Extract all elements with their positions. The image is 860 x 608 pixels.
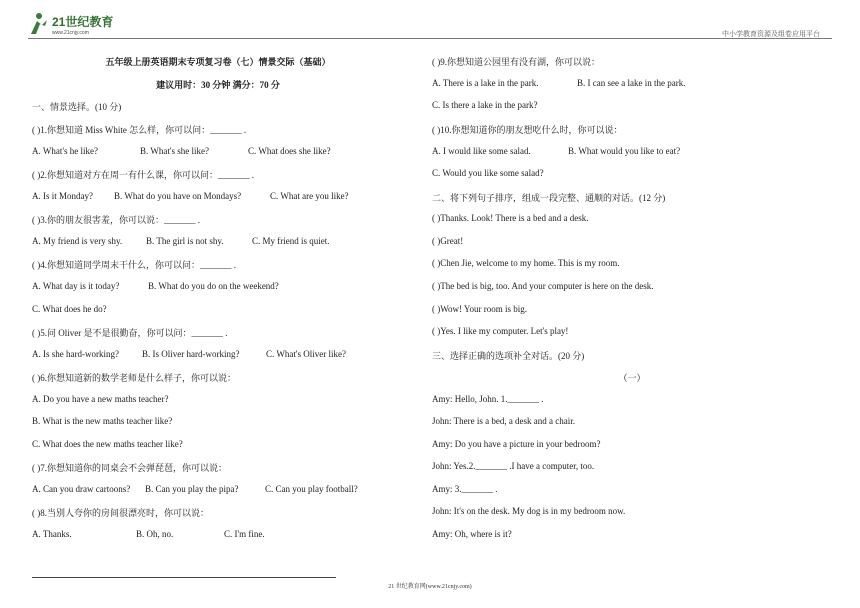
option: A. Is she hard-working? bbox=[32, 349, 119, 359]
option: B. What do you do on the weekend? bbox=[148, 281, 279, 291]
option: A. There is a lake in the park. bbox=[432, 78, 539, 88]
question-6-option-c: C. What does the new maths teacher like? bbox=[32, 439, 183, 449]
dialog-line: Amy: Hello, John. 1._______ . bbox=[432, 394, 544, 404]
question-1: ( )1.你想知道 Miss White 怎么样，你可以问：_______ . bbox=[32, 125, 247, 135]
question-10: ( )10.你想知道你的朋友想吃什么时，你可以说： bbox=[432, 125, 623, 135]
option: A. Is it Monday? bbox=[32, 191, 93, 201]
dialog-line: John: It's on the desk. My dog is in my bedroom now. bbox=[432, 506, 626, 516]
question-2-options bbox=[32, 191, 349, 201]
question-3: ( )3.你的朋友很害羞，你可以说：_______ . bbox=[32, 215, 200, 225]
footer-text: 21 世纪教育网(www.21cnjy.com) bbox=[388, 584, 472, 590]
dialog-line: John: Yes.2._______ .I have a computer, too. bbox=[432, 461, 595, 471]
option: C. What are you like? bbox=[270, 191, 349, 201]
option: B. Oh, no. bbox=[136, 529, 174, 539]
ordering-item: ( )Wow! Your room is big. bbox=[432, 304, 528, 314]
footer-divider bbox=[32, 577, 336, 578]
option: B. What do you have on Mondays? bbox=[114, 191, 242, 201]
page-title: 五年级上册英语期末专项复习卷（七）情景交际（基础） bbox=[105, 57, 331, 67]
question-4: ( )4.你想知道同学周末干什么，你可以问：_______ . bbox=[32, 260, 236, 270]
ordering-item: ( )Thanks. Look! There is a bed and a desk. bbox=[432, 213, 589, 223]
option: B. Can you play the pipa? bbox=[145, 484, 239, 494]
logo-subtext: www.21cnjy.com bbox=[52, 30, 89, 36]
option: B. What's she like? bbox=[140, 146, 209, 156]
logo bbox=[28, 12, 140, 38]
question-7: ( )7.你想知道你的同桌会不会弹琵琶，你可以说： bbox=[32, 463, 227, 473]
option: B. I can see a lake in the park. bbox=[577, 78, 686, 88]
dialog-line: John: There is a bed, a desk and a chair. bbox=[432, 416, 576, 426]
option: C. My friend is quiet. bbox=[252, 236, 330, 246]
option: A. Can you draw cartoons? bbox=[32, 484, 131, 494]
option: A. What's he like? bbox=[32, 146, 98, 156]
option: B. What would you like to eat? bbox=[568, 146, 681, 156]
dialog-line: Amy: Oh, where is it? bbox=[432, 529, 512, 539]
question-9-option-c: C. Is there a lake in the park? bbox=[432, 100, 538, 110]
option: C. I'm fine. bbox=[224, 529, 265, 539]
ordering-item: ( )Chen Jie, welcome to my home. This is my room. bbox=[432, 258, 620, 268]
option: C. What does she like? bbox=[248, 146, 331, 156]
header-divider bbox=[28, 38, 832, 39]
dialog-line: Amy: 3._______ . bbox=[432, 484, 498, 494]
option: A. What day is it today? bbox=[32, 281, 120, 291]
option: A. Thanks. bbox=[32, 529, 72, 539]
question-6-option-a: A. Do you have a new maths teacher? bbox=[32, 394, 169, 404]
option: A. My friend is very shy. bbox=[32, 236, 123, 246]
question-8-options bbox=[32, 529, 265, 539]
question-4-option-c: C. What does he do? bbox=[32, 304, 107, 314]
question-10-option-c: C. Would you like some salad? bbox=[432, 168, 544, 178]
ordering-item: ( )The bed is big, too. And your computer is here on the desk. bbox=[432, 281, 654, 291]
logo-text: 21世纪教育 bbox=[52, 15, 114, 29]
question-8: ( )8.当别人夸你的房间很漂亮时，你可以说： bbox=[32, 508, 209, 518]
option: B. Is Oliver hard-working? bbox=[142, 349, 240, 359]
ordering-item: ( )Yes. I like my computer. Let's play! bbox=[432, 326, 569, 336]
question-3-options bbox=[32, 236, 330, 246]
option: B. The girl is not shy. bbox=[146, 236, 224, 246]
question-5-options bbox=[32, 349, 346, 359]
section-3-heading: 三、选择正确的选项补全对话。(20 分) bbox=[432, 351, 585, 361]
ordering-item: ( )Great! bbox=[432, 236, 464, 246]
question-10-options bbox=[432, 146, 680, 156]
question-9: ( )9.你想知道公园里有没有湖，你可以说： bbox=[432, 57, 600, 67]
question-6: ( )6.你想知道新的数学老师是什么样子，你可以说： bbox=[32, 373, 236, 383]
dialog-line: Amy: Do you have a picture in your bedroom? bbox=[432, 439, 601, 449]
question-1-options bbox=[32, 146, 331, 156]
page-header bbox=[0, 0, 860, 40]
option: C. Can you play football? bbox=[265, 484, 358, 494]
question-2: ( )2.你想知道对方在周一有什么课，你可以问：_______ . bbox=[32, 170, 254, 180]
header-right-text: 中小学教育资源及组卷应用平台 bbox=[722, 30, 820, 38]
question-6-option-b: B. What is the new maths teacher like? bbox=[32, 416, 173, 426]
section-1-heading: 一、情景选择。(10 分) bbox=[32, 102, 122, 112]
option: A. I would like some salad. bbox=[432, 146, 531, 156]
question-7-options bbox=[32, 484, 358, 494]
question-4-options bbox=[32, 281, 279, 291]
option: C. What's Oliver like? bbox=[266, 349, 346, 359]
page-subtitle: 建议用时：30 分钟 满分：70 分 bbox=[156, 80, 280, 90]
section-2-heading: 二、将下列句子排序，组成一段完整、通顺的对话。(12 分) bbox=[432, 193, 666, 203]
question-9-options bbox=[432, 78, 685, 88]
part-label: （一） bbox=[618, 373, 646, 383]
question-5: ( )5.问 Oliver 是不是很勤奋，你可以问：_______ . bbox=[32, 328, 228, 338]
